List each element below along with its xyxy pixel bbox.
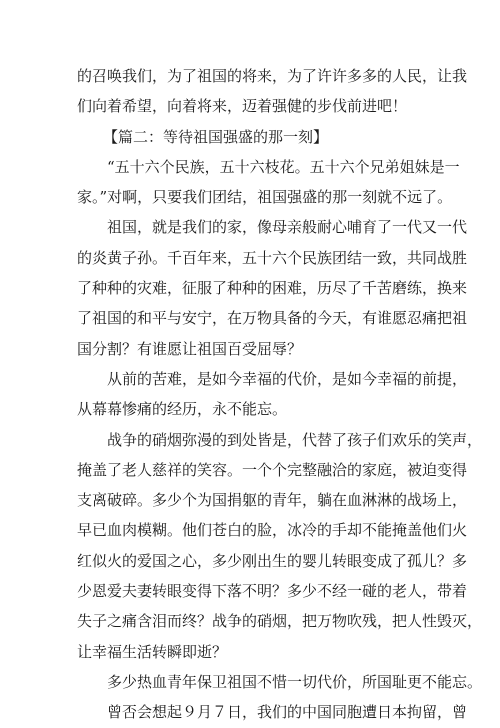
document-body bbox=[77, 61, 483, 728]
text-line: 少恩爱夫妻转眼变得下落不明？多少不经一碰的老人，带着 bbox=[77, 582, 468, 601]
text-line: 从幕幕惨痛的经历，永不能忘。 bbox=[77, 400, 288, 419]
text-line: 祖国，就是我们的家，像母亲般耐心哺育了一代又一代 bbox=[107, 218, 468, 237]
text-line: 让幸福生活转瞬即逝？ bbox=[77, 642, 228, 661]
text-line: 红似火的爱国之心，多少刚出生的婴儿转眼变成了孤儿？多 bbox=[77, 551, 468, 570]
text-line: “五十六个民族，五十六枝花。五十六个兄弟姐妹是一 bbox=[107, 157, 460, 176]
text-line: 曾否会想起９月７日，我们的中国同胞遭日本拘留，曾 bbox=[107, 703, 468, 722]
text-line: 多少热血青年保卫祖国不惜一切代价，所国耻更不能忘。 bbox=[107, 672, 483, 691]
text-line: 从前的苦难，是如今幸福的代价，是如今幸福的前提， bbox=[107, 369, 468, 388]
text-line: 家。”对啊，只要我们团结，祖国强盛的那一刻就不远了。 bbox=[77, 188, 453, 207]
text-line: 的召唤我们，为了祖国的将来，为了许许多多的人民，让我 bbox=[77, 67, 468, 85]
section-heading: 【篇二：等待祖国强盛的那一刻】 bbox=[103, 127, 329, 146]
text-line: 了祖国的和平与安宁，在万物具备的今天，有谁愿忍痛把祖 bbox=[77, 309, 468, 328]
text-line: 的炎黄子孙。千百年来，五十六个民族团结一致，共同战胜 bbox=[77, 248, 468, 267]
text-line: 失子之痛含泪而终？战争的硝烟，把万物吹残，把人性毁灭， bbox=[77, 612, 483, 631]
text-line: 国分割？有谁愿让祖国百受屈辱？ bbox=[77, 339, 303, 358]
text-line: 战争的硝烟弥漫的到处皆是，代替了孩子们欢乐的笑声， bbox=[107, 430, 483, 449]
text-line: 掩盖了老人慈祥的笑容。一个个完整融洽的家庭，被迫变得 bbox=[77, 460, 468, 479]
text-line: 们向着希望，向着将来，迈着强健的步伐前进吧！ bbox=[77, 97, 408, 116]
text-line: 早已血肉模糊。他们苍白的脸，冰冷的手却不能掩盖他们火 bbox=[77, 521, 468, 540]
text-line: 了种种的灾难，征服了种种的困难，历尽了千苦磨练，换来 bbox=[77, 279, 468, 298]
document-page bbox=[77, 61, 483, 728]
text-line: 支离破碎。多少个为国捐躯的青年，躺在血淋淋的战场上， bbox=[77, 491, 468, 510]
